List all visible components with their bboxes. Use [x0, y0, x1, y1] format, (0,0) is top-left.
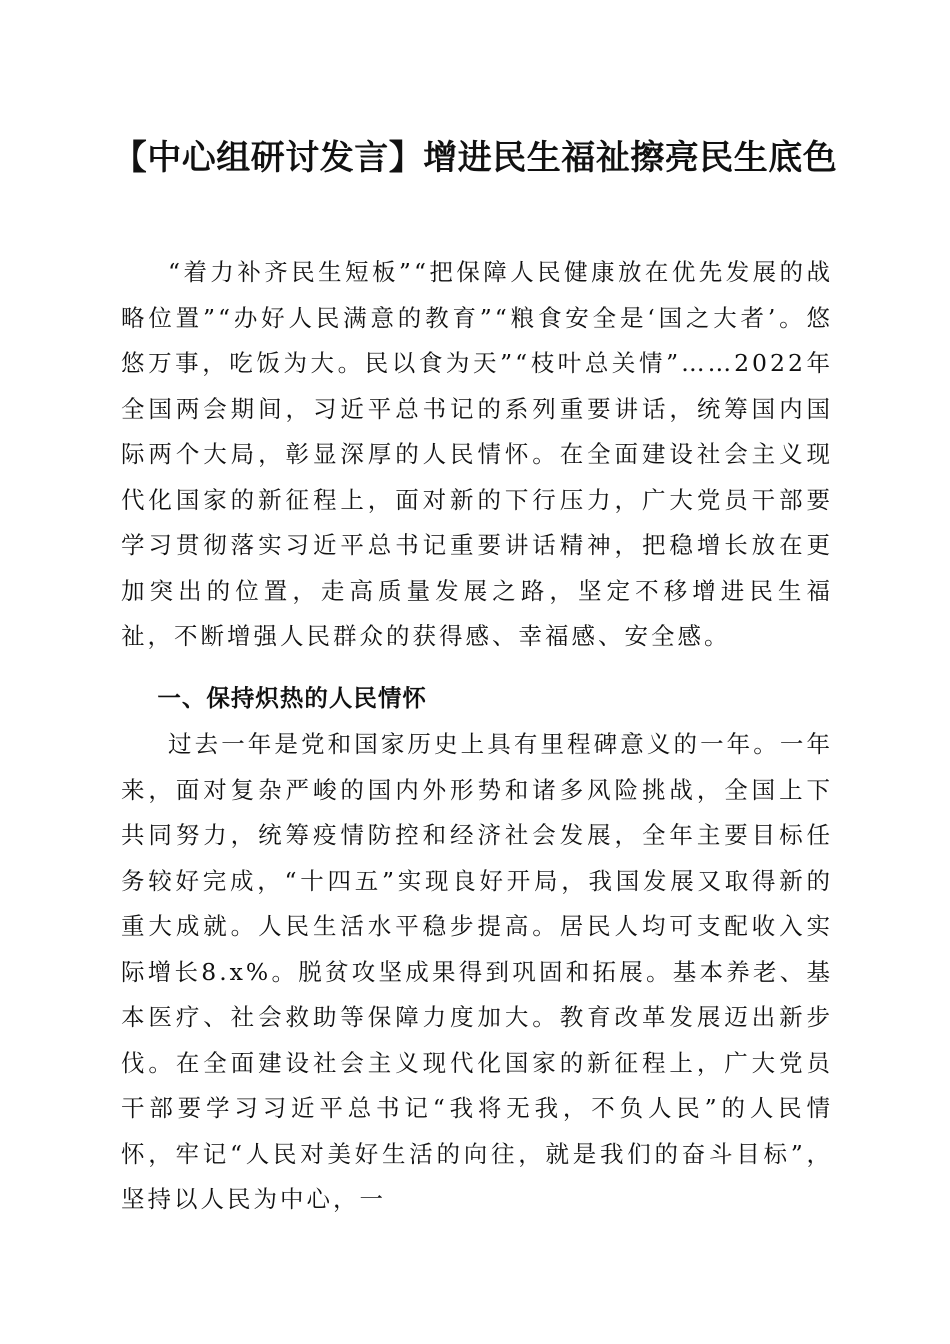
section-heading: 一、保持炽热的人民情怀: [157, 684, 427, 712]
document-title: 【中心组研讨发言】增进民生福祉擦亮民生底色: [112, 138, 838, 178]
intro-paragraph: “着力补齐民生短板”“把保障人民健康放在优先发展的战略位置”“办好人民满意的教育”“粮食安全是‘国之大者’。悠悠万事，吃饭为大。民以食为天”“枝叶总关情”……2022年全国两会期间，习近平总书记的系列重要讲话，统筹国内国际两个大局，彰显深厚的人民情怀。在全面建设社会主义现代化国家的新征程上，面对新的下行压力，广大党员干部要学习贯彻落实习近平总书记重要讲话精神，把稳增长放在更加突出的位置，走高质量发展之路，坚定不移增进民生福祉，不断增强人民群众的获得感、幸福感、安全感。: [121, 258, 833, 650]
section-paragraph: 过去一年是党和国家历史上具有里程碑意义的一年。一年来，面对复杂严峻的国内外形势和诸多风险挑战，全国上下共同努力，统筹疫情防控和经济社会发展，全年主要目标任务较好完成，“十四五”实现良好开局，我国发展又取得新的重大成就。人民生活水平稳步提高。居民人均可支配收入实际增长8.x%。脱贫攻坚成果得到巩固和拓展。基本养老、基本医疗、社会救助等保障力度加大。教育改革发展迈出新步伐。在全面建设社会主义现代化国家的新征程上，广大党员干部要学习习近平总书记“我将无我，不负人民”的人民情怀，牢记“人民对美好生活的向往，就是我们的奋斗目标”，坚持以人民为中心，一: [121, 730, 833, 1213]
